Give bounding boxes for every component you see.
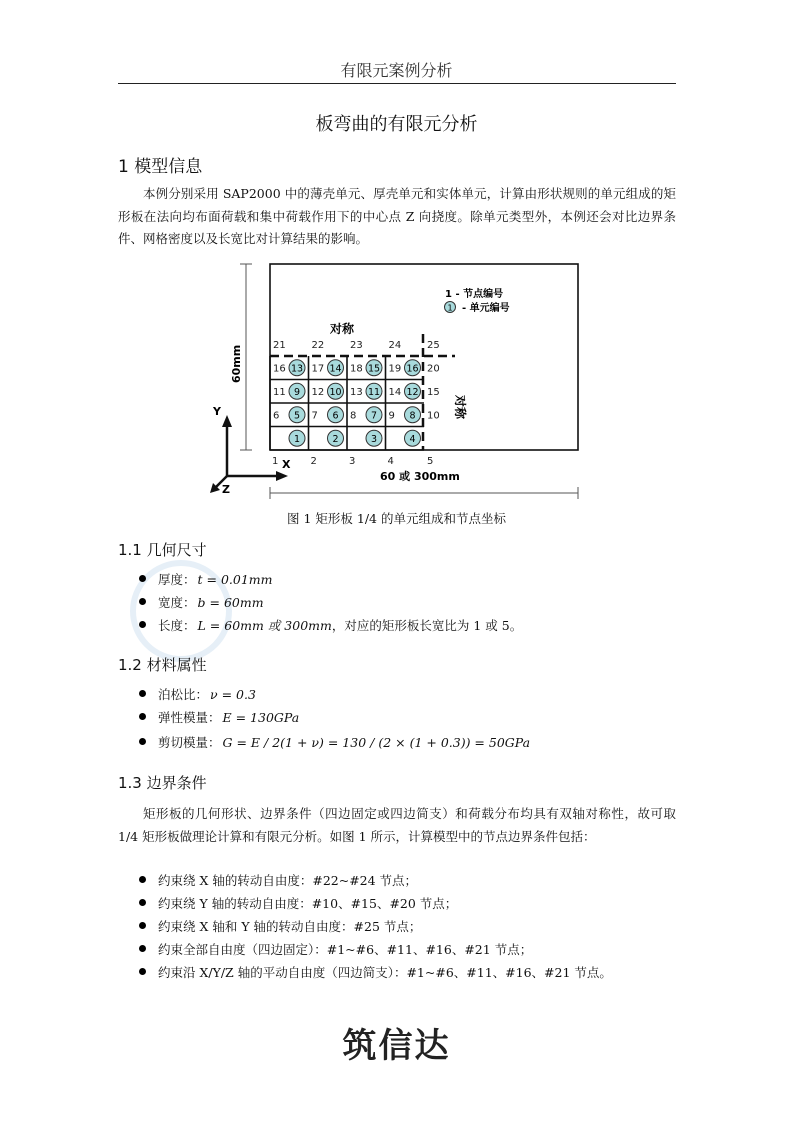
list-item: 约束绕 X 轴的转动自由度：#22~#24 节点； <box>148 871 417 889</box>
section-heading: 1.3 边界条件 <box>118 774 207 792</box>
dim-height: 60mm <box>230 344 243 383</box>
list-item: 约束沿 X/Y/Z 轴的平动自由度（四边简支）：#1~#6、#11、#16、#21 节点。 <box>148 963 612 981</box>
node-label: 8 <box>350 410 357 422</box>
header-rule <box>118 83 676 84</box>
list-item: 约束全部自由度（四边固定）：#1~#6、#11、#16、#21 节点； <box>148 940 532 958</box>
figure-mesh <box>200 255 590 505</box>
element-label: 10 <box>329 386 342 398</box>
element-label: 6 <box>332 410 339 422</box>
section-heading: 1.1 几何尺寸 <box>118 541 207 559</box>
axis-x-label: X <box>282 458 291 471</box>
element-label: 2 <box>332 433 339 445</box>
node-label: 19 <box>388 363 402 375</box>
node-label: 23 <box>350 340 363 351</box>
legend-node: 1 - 节点编号 <box>445 289 504 300</box>
node-label: 18 <box>350 363 363 375</box>
node-label: 10 <box>427 410 440 422</box>
paragraph: 矩形板的几何形状、边界条件（四边固定或四边简支）和荷载分布均具有双轴对称性，故可取 1/4 矩形板做理论计算和有限元分析。如图 1 所示，计算模型中的节点边界条件包括： <box>118 806 676 844</box>
element-label: 3 <box>370 433 378 445</box>
node-label: 6 <box>273 410 280 422</box>
node-label: 15 <box>427 387 440 398</box>
element-label: 7 <box>370 410 378 422</box>
page-header: 有限元案例分析 <box>340 61 453 80</box>
paragraph: 本例分别采用 SAP2000 中的薄壳单元、厚壳单元和实体单元，计算由形状规则的单元组成的矩形板在法向均布面荷载和集中荷载作用下的中心点 Z 向挠度。除单元类型外，本例还会对比边界条件、网格密度以及长宽比对计算结果的影响。 <box>118 186 676 246</box>
doc-title: 板弯曲的有限元分析 <box>315 114 478 135</box>
element-label: 15 <box>367 363 381 375</box>
node-label: 22 <box>311 340 325 351</box>
list-item: 泊松比： ν = 0.3 <box>148 685 256 703</box>
section-heading: 1 模型信息 <box>118 157 203 177</box>
figure-caption: 图 1 矩形板 1/4 的单元组成和节点坐标 <box>287 511 506 526</box>
legend-element: - 单元编号 <box>462 303 510 314</box>
list-item: 长度： L = 60mm 或 300mm，对应的矩形板长宽比为 1 或 5。 <box>148 616 522 634</box>
node-label: 24 <box>388 340 402 351</box>
axis-y-label: Y <box>213 405 221 418</box>
node-label: 20 <box>427 363 440 375</box>
node-label: 12 <box>311 387 325 398</box>
list-item: 约束绕 X 轴和 Y 轴的转动自由度：#25 节点； <box>148 917 421 935</box>
element-label: 1 <box>293 433 301 445</box>
element-label: 14 <box>329 363 342 375</box>
list-item: 约束绕 Y 轴的转动自由度：#10、#15、#20 节点； <box>148 894 457 912</box>
element-label: 5 <box>293 410 301 422</box>
node-label: 11 <box>273 387 286 398</box>
node-label: 21 <box>273 340 286 351</box>
axis-z-label: Z <box>222 483 230 496</box>
element-label: 16 <box>406 363 419 375</box>
node-label: 1 <box>272 456 279 467</box>
element-label: 8 <box>409 410 416 422</box>
section-heading: 1.2 材料属性 <box>118 656 207 674</box>
element-label: 12 <box>406 386 419 398</box>
element-label: 11 <box>367 386 381 398</box>
list-item: 厚度： t = 0.01mm <box>148 570 273 588</box>
node-label: 16 <box>273 363 286 375</box>
element-label: 13 <box>290 363 304 375</box>
footer-logo: 筑信达 <box>342 1026 451 1066</box>
list-item: 弹性模量： E = 130GPa <box>148 708 299 726</box>
node-label: 4 <box>387 456 394 467</box>
node-label: 9 <box>388 410 395 422</box>
list-item: 宽度： b = 60mm <box>148 593 264 611</box>
node-label: 2 <box>310 456 317 467</box>
node-label: 14 <box>388 387 402 398</box>
element-label: 9 <box>293 386 301 398</box>
node-label: 7 <box>311 410 318 422</box>
symmetry-label-right: 对称 <box>453 395 467 420</box>
node-label: 25 <box>427 340 440 351</box>
element-label: 4 <box>409 433 416 445</box>
node-label: 3 <box>349 456 356 467</box>
node-label: 17 <box>311 363 325 375</box>
list-item: 剪切模量： G = E / 2(1 + ν) = 130 / (2 × (1 + 0.3)) = 50GPa <box>148 733 530 751</box>
symmetry-label-top: 对称 <box>330 322 355 336</box>
node-label: 13 <box>350 387 363 398</box>
node-label: 5 <box>427 456 434 467</box>
dim-width: 60 或 300mm <box>380 470 460 483</box>
legend-element-number: 1 <box>447 303 453 313</box>
